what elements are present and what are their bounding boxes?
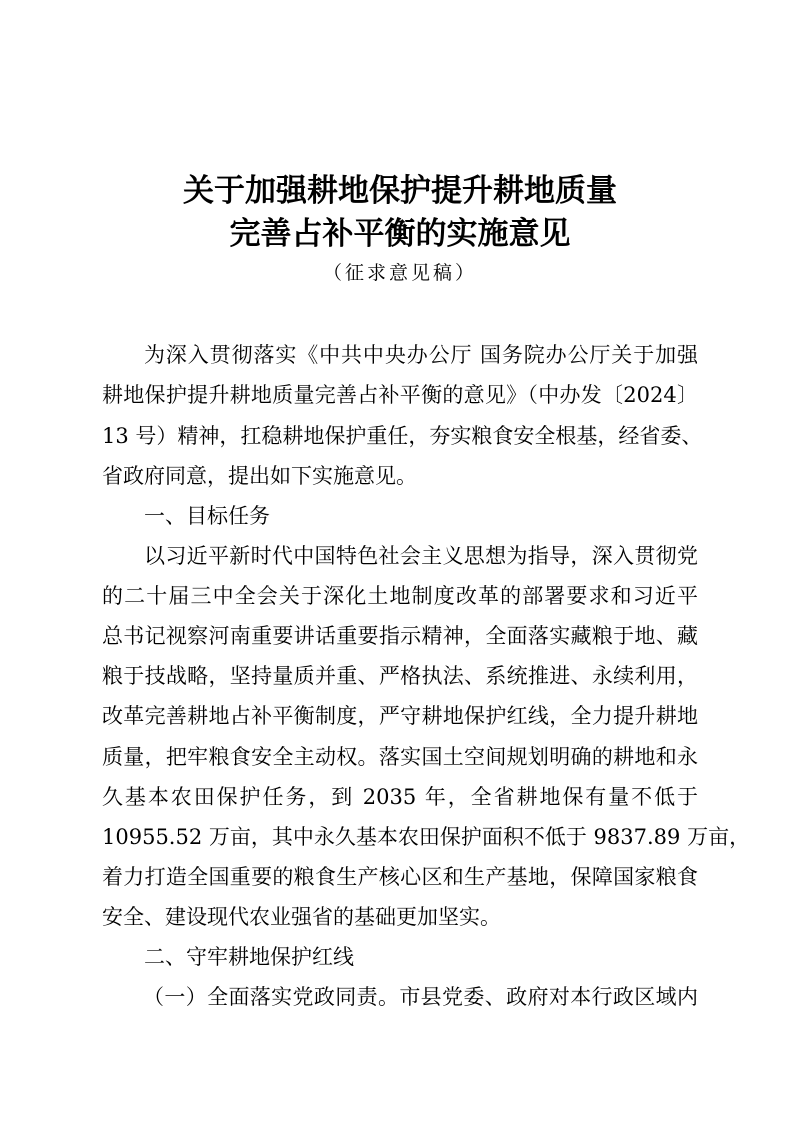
body-line: 改革完善耕地占补平衡制度，严守耕地保护红线，全力提升耕地 [102,704,698,728]
document-title-line-2: 完善占补平衡的实施意见 [229,216,571,252]
intro-line: 13 号）精神，扛稳耕地保护重任，夯实粮食安全根基，经省委、 [102,424,703,448]
body-line: 着力打造全国重要的粮食生产核心区和生产基地，保障国家粮食 [102,865,698,889]
intro-line: 为深入贯彻落实《中共中央办公厅 国务院办公厅关于加强 [144,343,698,367]
body-line: 安全、建设现代农业强省的基础更加坚实。 [102,905,501,929]
section-heading: 二、守牢耕地保护红线 [144,945,354,969]
body-line: 质量，把牢粮食安全主动权。落实国土空间规划明确的耕地和永 [102,745,698,769]
body-line: 久基本农田保护任务，到 2035 年，全省耕地保有量不低于 [102,785,698,809]
document-title-line-1: 关于加强耕地保护提升耕地质量 [183,173,617,209]
body-line: （一）全面落实党政同责。市县党委、政府对本行政区域内 [143,985,698,1009]
body-line: 的二十届三中全会关于深化土地制度改革的部署要求和习近平 [102,584,698,608]
section-heading: 一、目标任务 [144,504,270,528]
document-subtitle: （征求意见稿） [322,262,477,284]
body-line: 10955.52 万亩，其中永久基本农田保护面积不低于 9837.89 万亩， [102,825,751,849]
body-line: 总书记视察河南重要讲话重要指示精神，全面落实藏粮于地、藏 [102,624,698,648]
body-line: 粮于技战略，坚持量质并重、严格执法、系统推进、永续利用， [102,664,698,688]
intro-line: 耕地保护提升耕地质量完善占补平衡的意见》（中办发〔2024〕 [102,383,698,407]
intro-line: 省政府同意，提出如下实施意见。 [102,464,417,488]
body-line: 以习近平新时代中国特色社会主义思想为指导，深入贯彻党 [144,544,698,568]
